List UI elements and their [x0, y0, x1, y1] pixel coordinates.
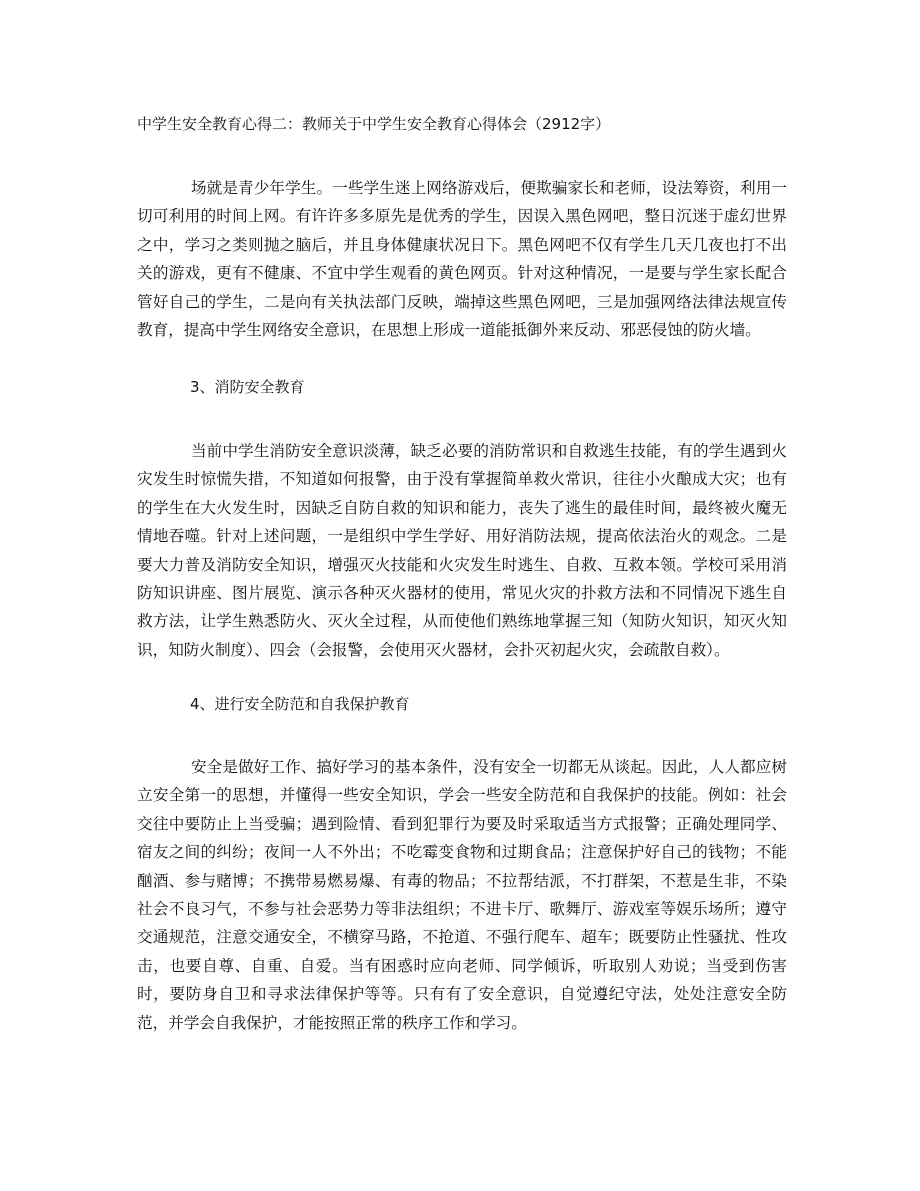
paragraph-fire-safety: 当前中学生消防安全意识淡薄，缺乏必要的消防常识和自救逃生技能，有的学生遇到火灾发生时惊慌失措，不知道如何报警，由于没有掌握简单救火常识，往往小火酿成大灾；也有的学生在大火发生时，因缺乏自防自救的知识和能力，丧失了逃生的最佳时间，最终被火魔无情地吞噬。针对上述问题，一是组织中学生学好、用好消防法规，提高依法治火的观念。二是要大力普及消防安全知识，增强灭火技能和火灾发生时逃生、自救、互救本领。学校可采用消防知识讲座、图片展览、演示各种灭火器材的使用，常见火灾的扑救方法和不同情况下逃生自救方法，让学生熟悉防火、灭火全过程，从而使他们熟练地掌握三知（知防火知识，知灭火知识，知防火制度）、四会（会报警，会使用灭火器材，会扑灭初起火灾，会疏散自救）。 [137, 442, 787, 659]
section-heading-self-protection: 4、进行安全防范和自我保护教育 [190, 695, 410, 713]
section-heading-fire-safety: 3、消防安全教育 [190, 378, 305, 396]
paragraph-network-safety: 场就是青少年学生。一些学生迷上网络游戏后，便欺骗家长和老师，设法筹资，利用一切可利用的时间上网。有许许多多原先是优秀的学生，因误入黑色网吧，整日沉迷于虚幻世界之中，学习之类则抛之脑后，并且身体健康状况日下。黑色网吧不仅有学生几天几夜也打不出关的游戏，更有不健康、不宜中学生观看的黄色网页。针对这种情况，一是要与学生家长配合管好自己的学生，二是向有关执法部门反映，端掉这些黑色网吧，三是加强网络法律法规宣传教育，提高中学生网络安全意识，在思想上形成一道能抵御外来反动、邪恶侵蚀的防火墙。 [137, 179, 787, 340]
paragraph-self-protection: 安全是做好工作、搞好学习的基本条件，没有安全一切都无从谈起。因此，人人都应树立安全第一的思想，并懂得一些安全知识，学会一些安全防范和自我保护的技能。例如：社会交往中要防止上当受骗；遇到险情、看到犯罪行为要及时采取适当方式报警；正确处理同学、宿友之间的纠纷；夜间一人不外出；不吃霉变食物和过期食品；注意保护好自己的钱物；不能酗酒、参与赌博；不携带易燃易爆、有毒的物品；不拉帮结派，不打群架，不惹是生非，不染社会不良习气，不参与社会恶势力等非法组织；不进卡厅、歌舞厅、游戏室等娱乐场所；遵守交通规范，注意交通安全，不横穿马路，不抢道、不强行爬车、超车；既要防止性骚扰、性攻击，也要自尊、自重、自爱。当有困惑时应向老师、同学倾诉，听取别人劝说；当受到伤害时，要防身自卫和寻求法律保护等等。只有有了安全意识，自觉遵纪守法，处处注意安全防范，并学会自我保护，才能按照正常的秩序工作和学习。 [137, 758, 787, 1032]
document-title: 中学生安全教育心得二：教师关于中学生安全教育心得体会（2912字） [137, 115, 611, 133]
